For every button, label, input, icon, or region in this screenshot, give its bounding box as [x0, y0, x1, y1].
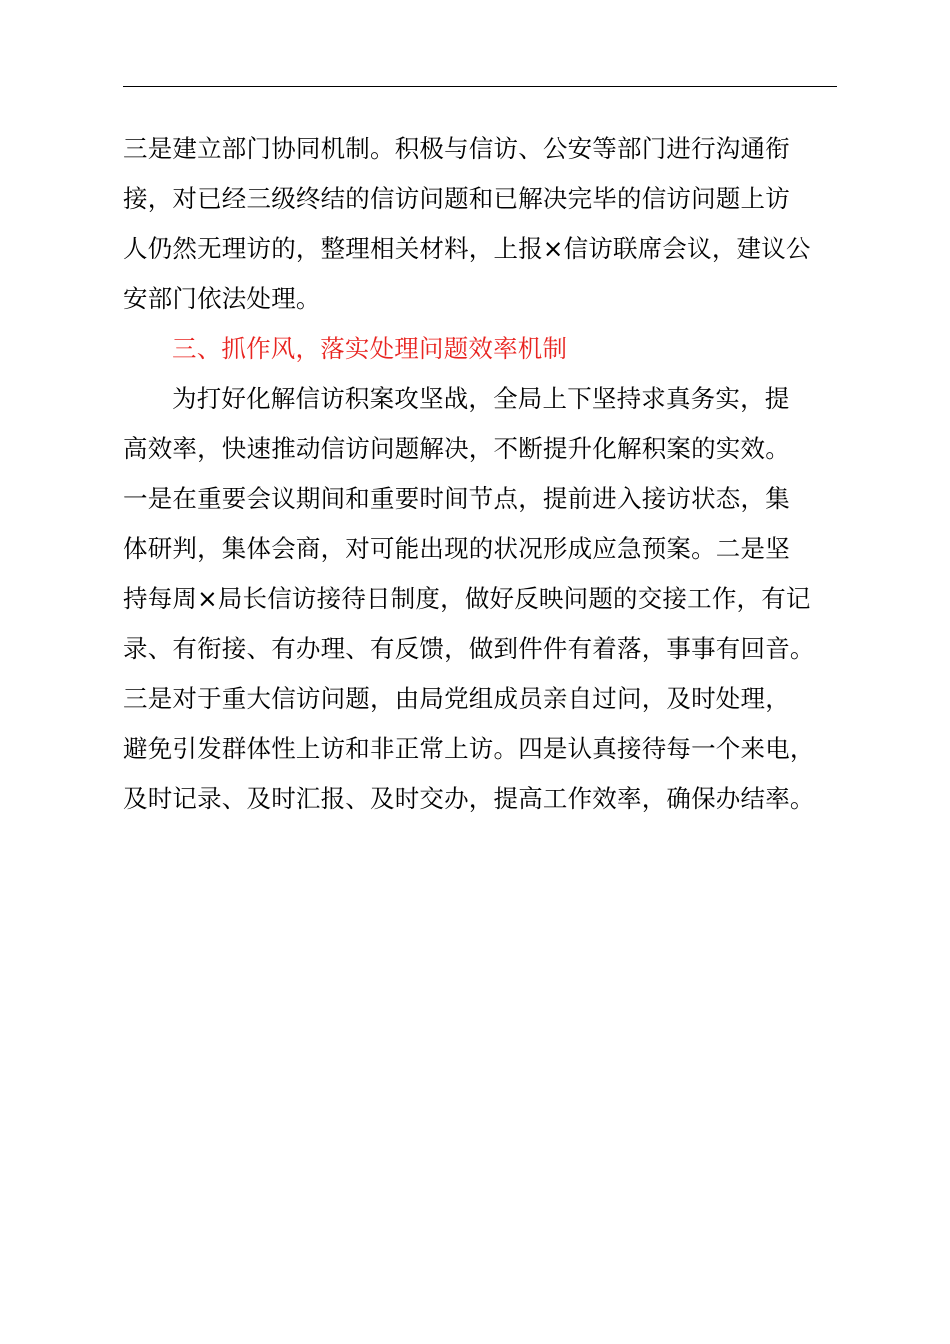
text-line: 人仍然无理访的，整理相关材料，上报×信访联席会议，建议公	[123, 234, 811, 263]
text-line: 三是对于重大信访问题，由局党组成员亲自过问，及时处理，	[123, 684, 790, 713]
text-line: 及时记录、及时汇报、及时交办，提高工作效率，确保办结率。	[123, 784, 815, 813]
text-line: 安部门依法处理。	[123, 284, 321, 313]
text-line: 接，对已经三级终结的信访问题和已解决完毕的信访问题上访	[123, 184, 790, 213]
document-body	[123, 124, 859, 824]
section-heading: 三、抓作风，落实处理问题效率机制	[172, 334, 568, 363]
text-line: 持每周×局长信访接待日制度，做好反映问题的交接工作，有记	[123, 584, 811, 613]
text-line: 一是在重要会议期间和重要时间节点，提前进入接访状态，集	[123, 484, 790, 513]
text-line: 避免引发群体性上访和非正常上访。四是认真接待每一个来电，	[123, 734, 815, 763]
paragraph-first-line: 为打好化解信访积案攻坚战，全局上下坚持求真务实，提	[172, 384, 790, 413]
text-line: 高效率，快速推动信访问题解决，不断提升化解积案的实效。	[123, 434, 790, 463]
text-line: 体研判，集体会商，对可能出现的状况形成应急预案。二是坚	[123, 534, 790, 563]
text-line: 三是建立部门协同机制。积极与信访、公安等部门进行沟通衔	[123, 134, 790, 163]
text-line: 录、有衔接、有办理、有反馈，做到件件有着落，事事有回音。	[123, 634, 815, 663]
header-rule	[123, 86, 837, 87]
